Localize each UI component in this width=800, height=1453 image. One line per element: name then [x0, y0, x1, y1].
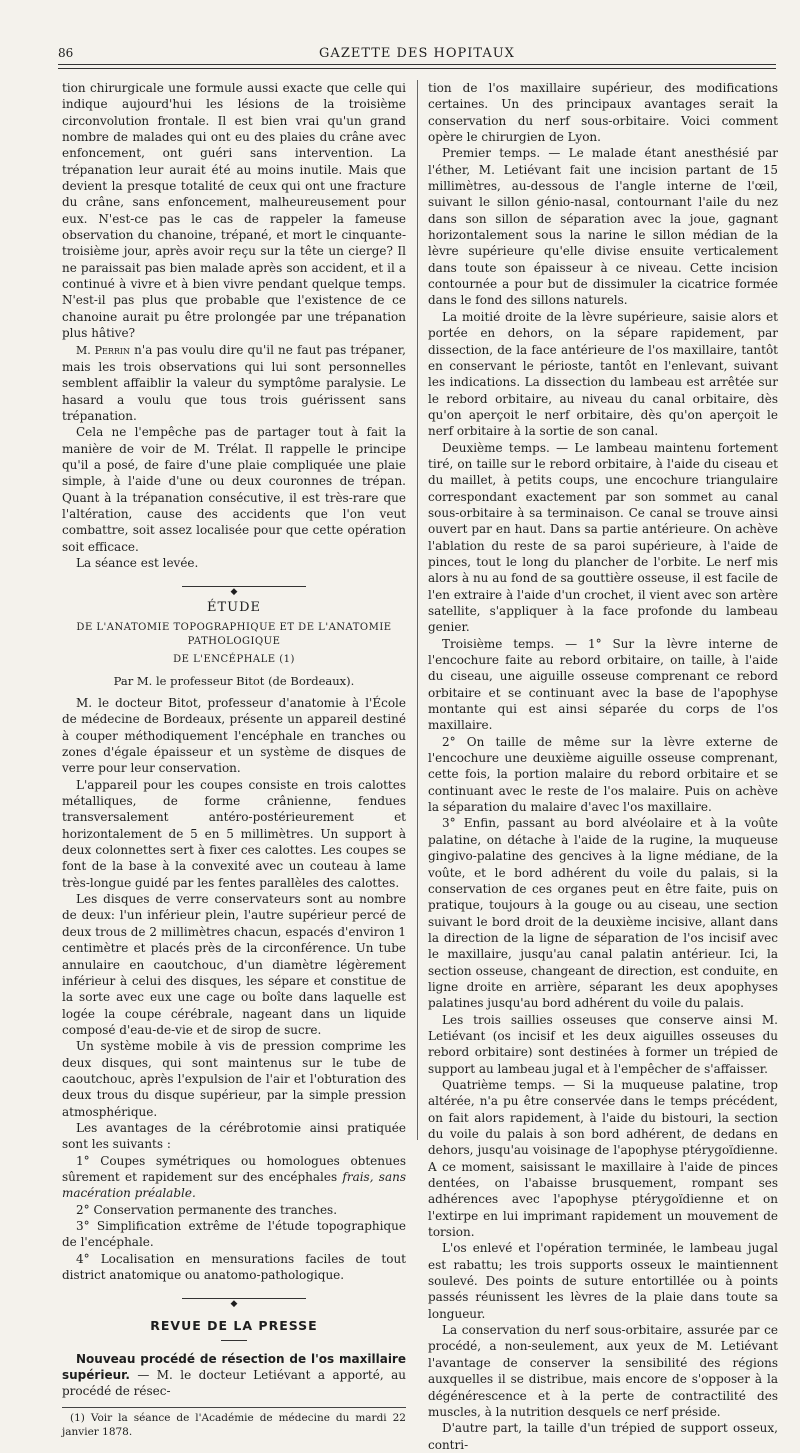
header-rule-thin [58, 68, 776, 69]
page-number: 86 [58, 46, 74, 60]
paragraph: 2° On taille de même sur la lèvre externe de l'encochure une deuxième aiguille osseuse comprenant, cette fois, la portion malaire du rebord orbitaire et se continuant avec le reste de l'os malaire. Puis on achève la séparation du malaire d'avec l'os maxillaire. [428, 734, 778, 815]
paragraph: tion chirurgicale une formule aussi exacte que celle qui indique aujourd'hui les lésions de la troisième circonvolution frontale. Il est bien vrai qu'un grand nombre de malades qui ont eu des plaies du crâne avec enfoncement, ont guéri sans intervention. La trépanation leur aurait été au moins inutile. Mais que devient la presque totalité de ceux qui ont une fracture du crâne, sans enfoncement, malheureusement pour eux. N'est-ce pas le cas de rappeler la fameuse observation du chanoine, trépané, et mort le cinquante-troisième jour, après avoir reçu sur la tête un cierge? Il ne paraissait pas bien malade après son accident, et il a continué à vivre et à bien vivre pendant quelque temps. N'est-il pas plus que probable que l'existence de ce chanoine aurait pu être prolongée par une trépanation plus hâtive? [62, 81, 406, 341]
list-item-text: 1° Coupes symétriques ou homologues obtenues sûrement et rapidement sur des encéphales [62, 1153, 406, 1184]
separator-glyph: ◆ [230, 1299, 238, 1310]
page-header [58, 40, 776, 62]
paragraph-text: — M. le docteur Letiévant a apporté, au procédé de résec- [62, 1368, 406, 1399]
paragraph: L'os enlevé et l'opération terminée, le lambeau jugal est rabattu; les trois supports osseux le maintiennent soulevé. Des points de suture entortillée ou à points passés réunissent les lèvres de la plaie dans toute sa longueur. [428, 1241, 778, 1321]
paragraph: M. le docteur Bitot, professeur d'anatomie à l'École de médecine de Bordeaux, présente un appareil destiné à couper méthodiquement l'encéphale en tranches ou zones d'égale épaisseur et un système de disques de verre pour leur conservation. [62, 696, 406, 776]
list-item-emphasis: frais, sans macération préalable. [62, 1169, 406, 1201]
paragraph: Un système mobile à vis de pression comprime les deux disques, qui sont maintenus sur le tube de caoutchouc, après l'expulsion de l'air et l'obturation des deux trous du disque supérieur, par la simple pression atmosphérique. [62, 1039, 406, 1119]
paragraph-text: n'a pas voulu dire qu'il ne faut pas trépaner, mais les trois observations qui lui sont personnelles semblent affaiblir la valeur du symptôme paralysie. Le hasard a voulu que tous trois guérissent sans trépanation. [62, 342, 406, 423]
section-title: REVUE DE LA PRESSE [150, 1318, 318, 1334]
speaker-name: M. Perrin [76, 343, 131, 357]
paragraph: 3° Enfin, passant au bord alvéolaire et à la voûte palatine, on détache à l'aide de la rugine, la muqueuse gingivo-palatine des gencives à la ligne médiane, de la voûte, et le bord adhérent du voile du palais, si la conservation de ces organes peut en être faite, puis on pratique, toujours à la gouge ou au ciseau, une section suivant le bord droit de la deuxième incisive, allant dans la direction de la ligne de séparation de l'os incisif avec le maxillaire, jusqu'au canal palatin antérieur. Ici, la section osseuse, changeant de direction, est conduite, en ligne droite en arrière, séparant les deux apophyses palatines jusqu'au bord adhérent du voile du palais. [428, 816, 778, 1011]
column-separator [417, 80, 418, 1140]
paragraph: La conservation du nerf sous-orbitaire, assurée par ce procédé, a non-seulement, aux yeux de M. Letiévant l'avantage de conserver la sensibilité des régions auxquelles il se distribue, mais encore de s'opposer à la dégénérescence et à la perte de contractilité des muscles, à la nutrition desquels ce nerf préside. [428, 1323, 778, 1419]
article-title: Nouveau procédé de résection de l'os maxillaire supérieur. [62, 1351, 406, 1383]
section-author: Par M. le professeur Bitot (de Bordeaux). [113, 673, 355, 688]
paragraph: Les avantages de la cérébrotomie ainsi pratiquée sont les suivants : [62, 1120, 406, 1152]
paragraph [62, 1351, 406, 1400]
section-separator [62, 1294, 406, 1310]
paragraph: Deuxième temps. — Le lambeau maintenu fortement tiré, on taille sur le rebord orbitaire, à l'aide du ciseau et du maillet, à petits coups, une encochure triangulaire correspondant exactement par son sommet au canal sous-orbitaire à sa terminaison. Ce canal se trouve ainsi ouvert par en haut. Dans sa partie antérieure. On achève l'ablation du reste de sa paroi supérieure, à l'aide de pinces, tout le long du plancher de l'orbite. Le nerf mis alors à nu au fond de sa gouttière osseuse, il est facile de l'en extraire à l'aide d'un crochet, il vient avec son artère satellite, s'appliquer à la face profonde du lambeau genier. [428, 440, 778, 635]
footnote: (1) Voir la séance de l'Académie de médecine du mardi 22 janvier 1878. [62, 1411, 406, 1438]
paragraph: D'autre part, la taille d'un trépied de support osseux, contri- [428, 1421, 778, 1452]
header-rule [58, 64, 776, 65]
footnote-rule [62, 1407, 406, 1408]
list-item: 3° Simplification extrême de l'étude topographique de l'encéphale. [62, 1219, 406, 1250]
list-item [62, 1153, 406, 1202]
paragraph: La séance est levée. [76, 555, 199, 570]
list-item: 2° Conservation permanente des tranches. [76, 1202, 338, 1217]
separator-glyph: ◆ [230, 587, 238, 598]
paragraph: Premier temps. — Le malade étant anesthésié par l'éther, M. Letiévant fait une incision partant de 15 millimètres, au-dessous de l'angle interne de l'œil, suivant le sillon génio-nasal, contournant l'aile du nez dans son sillon de séparation avec la joue, gagnant horizontalement sous la narine le sillon médian de la lèvre supérieure qu'elle divise ensuite verticalement dans toute son épaisseur à ce niveau. Cette incision contournée a pour but de dissimuler la cicatrice formée dans le fond des sillons naturels. [428, 146, 778, 308]
section-title: ÉTUDE [206, 600, 262, 616]
section-separator [62, 582, 406, 598]
paragraph: Les trois saillies osseuses que conserve ainsi M. Letiévant (os incisif et les deux aiguilles osseuses du rebord orbitaire) sont destinées à former un trépied de support au lambeau jugal et à l'empêcher de s'affaisser. [428, 1012, 778, 1076]
running-title: GAZETTE DES HOPITAUX [319, 46, 515, 61]
advantages-list [62, 1153, 406, 1284]
section-subtitle: DE L'ANATOMIE TOPOGRAPHIQUE ET DE L'ANATOMIE PATHOLOGIQUE [76, 621, 392, 647]
paragraph: Troisième temps. — 1° Sur la lèvre interne de l'encochure faite au rebord orbitaire, on taille, à l'aide du ciseau, une aiguille osseuse comprenant ce rebord orbitaire et se continuant avec la base de l'apophyse montante qui est ainsi séparée du corps de l'os maxillaire. [428, 636, 778, 733]
paragraph: L'appareil pour les coupes consiste en trois calottes métalliques, de forme crânienne, fendues transversalement antéro-postérieurement et horizontalement de 5 en 5 millimètres. Un support à deux colonnettes sert à fixer ces calottes. Les coupes se font de la base à la convexité avec un couteau à lame très-longue guidé par les fentes parallèles des calottes. [62, 777, 406, 890]
list-item: 4° Localisation en mensurations faciles de tout district anatomique ou anatomo-pathologique. [62, 1251, 406, 1283]
paragraph: tion de l'os maxillaire supérieur, des modifications certaines. Un des principaux avantages serait la conservation du nerf sous-orbitaire. Voici comment opère le chirurgien de Lyon. [428, 81, 778, 145]
paragraph: Cela ne l'empêche pas de partager tout à fait la manière de voir de M. Trélat. Il rappelle le principe qu'il a posé, de faire d'une plaie compliquée une plaie simple, à l'aide d'une ou deux couronnes de trépan. Quant à la trépanation consécutive, il est très-rare que l'altération, cause des accidents que l'on veut combattre, soit assez localisée pour que cette opération soit efficace. [62, 425, 406, 554]
section-subtitle: DE L'ENCÉPHALE (1) [173, 653, 295, 665]
title-rule [221, 1340, 247, 1341]
paragraph: Les disques de verre conservateurs sont au nombre de deux: l'un inférieur plein, l'autre supérieur percé de deux trous de 2 millimètres chacun, espacés d'environ 1 centimètre et placés près de la circonférence. Un tube annulaire en caoutchouc, d'un diamètre légèrement inférieur à celui des disques, les sépare et constitue de la sorte avec eux une cage ou boîte dans laquelle est logée la coupe cérébrale, nageant dans un liquide composé d'eau-de-vie et de sirop de sucre. [62, 892, 406, 1037]
paragraph [62, 342, 406, 425]
left-column [62, 80, 406, 1439]
paragraph: Quatrième temps. — Si la muqueuse palatine, trop altérée, n'a pu être conservée dans le temps précédent, on fait alors rapidement, à l'aide du bistouri, la section du voile du palais à son bord adhérent, de dedans en dehors, jusqu'au voisinage de l'apophyse ptérygoïdienne. A ce moment, saisissant le maxillaire à l'aide de pinces dentées, on l'abaisse brusquement, rompant ses adhérences avec l'apophyse ptérygoïdienne et on l'extirpe en lui imprimant rapidement un mouvement de torsion. [428, 1077, 778, 1240]
paragraph: La moitié droite de la lèvre supérieure, saisie alors et portée en dehors, on la sépare rapidement, par dissection, de la face antérieure de l'os maxillaire, tantôt en conservant le périoste, tantôt en l'enlevant, suivant les indications. La dissection du lambeau est arrêtée sur le rebord orbitaire, au niveau du canal orbitaire, dès qu'on aperçoit le nerf orbitaire, dès qu'on aperçoit le nerf orbitaire à la sortie de son canal. [428, 309, 778, 439]
right-column [428, 80, 778, 1453]
